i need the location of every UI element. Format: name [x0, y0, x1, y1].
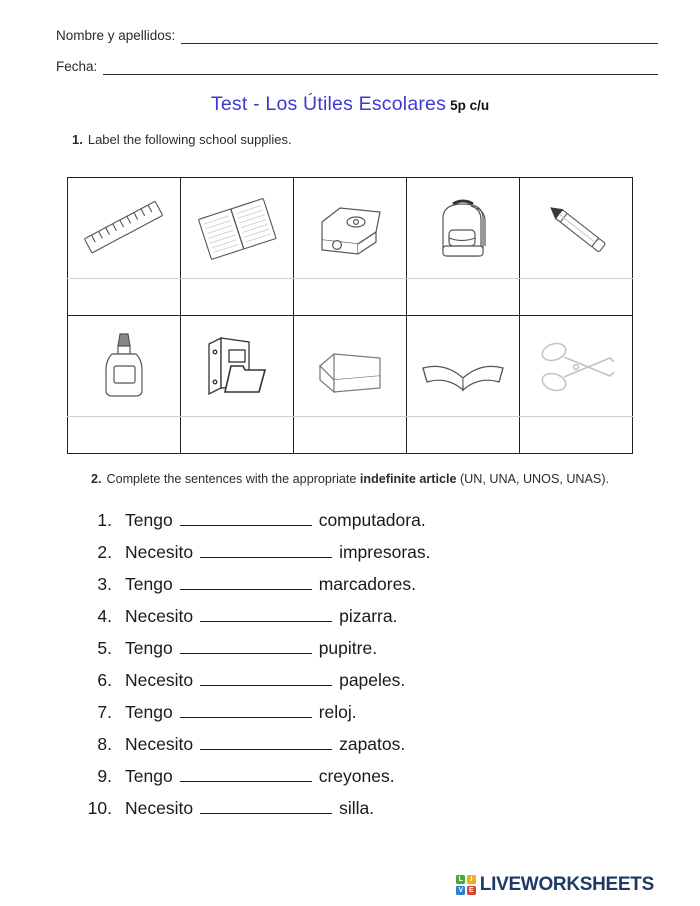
list-item	[78, 636, 700, 668]
answer-row-1	[68, 279, 633, 316]
cell-eraser	[294, 316, 407, 417]
sentence-noun: computadora.	[318, 510, 426, 530]
title-text: Test - Los Útiles Escolares	[210, 93, 447, 115]
list-item	[78, 508, 700, 540]
sentence-blank[interactable]	[180, 508, 312, 526]
exercise1-instruction	[0, 132, 700, 147]
logo-tile-l: L	[456, 875, 465, 884]
sentence-noun: pizarra.	[339, 606, 398, 626]
answer-cell-eraser[interactable]	[294, 417, 407, 454]
sentence-verb: Necesito	[125, 734, 194, 754]
sentence-number: 5.	[97, 638, 112, 658]
sentence-number: 10.	[87, 798, 112, 818]
answer-cell-ruler[interactable]	[68, 279, 181, 316]
name-input-rule[interactable]	[181, 30, 658, 44]
ruler-icon	[68, 178, 180, 278]
sentence-verb: Necesito	[125, 606, 194, 626]
sentence-blank[interactable]	[200, 732, 332, 750]
cell-glue	[68, 316, 181, 417]
sentence-noun: zapatos.	[339, 734, 406, 754]
list-item	[78, 796, 700, 828]
sentence-verb: Tengo	[125, 766, 173, 786]
list-item	[78, 668, 700, 700]
notebook-icon	[181, 178, 293, 278]
answer-cell-sharpener[interactable]	[294, 279, 407, 316]
sentence-noun: papeles.	[339, 670, 406, 690]
sentence-blank[interactable]	[200, 796, 332, 814]
sentence-number: 3.	[97, 574, 112, 594]
answer-cell-backpack[interactable]	[407, 279, 520, 316]
list-item	[78, 572, 700, 604]
exercise2-instruction-bold: indefinite article	[359, 472, 457, 486]
answer-row-2	[68, 417, 633, 454]
page-title	[0, 93, 700, 116]
sentence-number: 1.	[97, 510, 112, 530]
binder-folder-icon	[181, 316, 293, 416]
cell-book	[407, 316, 520, 417]
answer-cell-binder[interactable]	[181, 417, 294, 454]
sentence-verb: Necesito	[125, 670, 194, 690]
exercise2-instruction-part2: (UN, UNA, UNOS, UNAS).	[456, 472, 610, 486]
picture-row-2	[68, 316, 633, 417]
eraser-icon	[294, 316, 406, 416]
name-field-row	[0, 0, 700, 44]
school-supplies-table	[67, 177, 633, 454]
answer-cell-book[interactable]	[407, 417, 520, 454]
logo-tile-i: I	[467, 875, 476, 884]
scissors-icon	[520, 316, 632, 416]
sentence-noun: creyones.	[318, 766, 395, 786]
name-label: Nombre y apellidos:	[56, 28, 176, 43]
exercise2-number: 2.	[90, 472, 102, 486]
sentence-verb: Tengo	[125, 638, 173, 658]
sentence-blank[interactable]	[180, 572, 312, 590]
sentence-blank[interactable]	[180, 636, 312, 654]
cell-ruler	[68, 178, 181, 279]
sentence-verb: Tengo	[125, 510, 173, 530]
sentence-noun: silla.	[339, 798, 375, 818]
list-item	[78, 540, 700, 572]
sentence-noun: pupitre.	[318, 638, 378, 658]
exercise1-number: 1.	[72, 132, 83, 147]
list-item	[78, 764, 700, 796]
sentence-number: 8.	[97, 734, 112, 754]
sentence-number: 4.	[97, 606, 112, 626]
sentence-number: 2.	[97, 542, 112, 562]
logo-tile-v: V	[456, 886, 465, 895]
picture-row-1	[68, 178, 633, 279]
date-input-rule[interactable]	[103, 61, 658, 75]
sentence-blank[interactable]	[200, 540, 332, 558]
liveworksheets-logo[interactable]	[0, 874, 700, 896]
sentence-verb: Necesito	[125, 542, 194, 562]
sentence-noun: reloj.	[318, 702, 357, 722]
cell-notebook	[181, 178, 294, 279]
pencil-sharpener-icon	[294, 178, 406, 278]
cell-backpack	[407, 178, 520, 279]
sentence-noun: impresoras.	[339, 542, 431, 562]
sentence-noun: marcadores.	[318, 574, 416, 594]
sentence-verb: Necesito	[125, 798, 194, 818]
cell-sharpener	[294, 178, 407, 279]
liveworksheets-logo-text: LIVEWORKSHEETS	[479, 874, 654, 895]
exercise1-instruction-text: Label the following school supplies.	[87, 132, 292, 147]
sentence-number: 7.	[97, 702, 112, 722]
sentence-blank[interactable]	[200, 604, 332, 622]
cell-scissors	[520, 316, 633, 417]
sentence-number: 9.	[97, 766, 112, 786]
answer-cell-scissors[interactable]	[520, 417, 633, 454]
sentence-list	[0, 508, 700, 828]
answer-cell-pencil[interactable]	[520, 279, 633, 316]
sentence-number: 6.	[97, 670, 112, 690]
exercise2-instruction-part1: Complete the sentences with the appropriate	[106, 472, 360, 486]
list-item	[78, 732, 700, 764]
cell-binder	[181, 316, 294, 417]
glue-bottle-icon	[68, 316, 180, 416]
title-points: 5p c/u	[450, 98, 490, 113]
backpack-icon	[407, 178, 519, 278]
sentence-verb: Tengo	[125, 574, 173, 594]
answer-cell-notebook[interactable]	[181, 279, 294, 316]
cell-pencil	[520, 178, 633, 279]
list-item	[78, 604, 700, 636]
list-item	[78, 700, 700, 732]
date-label: Fecha:	[56, 59, 98, 74]
sentence-verb: Tengo	[125, 702, 173, 722]
date-field-row	[0, 44, 700, 75]
sentence-blank[interactable]	[180, 764, 312, 782]
exercise2-instruction	[0, 472, 700, 486]
open-book-icon	[407, 316, 519, 416]
sentence-blank[interactable]	[200, 668, 332, 686]
liveworksheets-tiles-icon	[456, 875, 476, 895]
logo-tile-e: E	[467, 886, 476, 895]
sentence-blank[interactable]	[180, 700, 312, 718]
answer-cell-glue[interactable]	[68, 417, 181, 454]
pencil-icon	[520, 178, 632, 278]
